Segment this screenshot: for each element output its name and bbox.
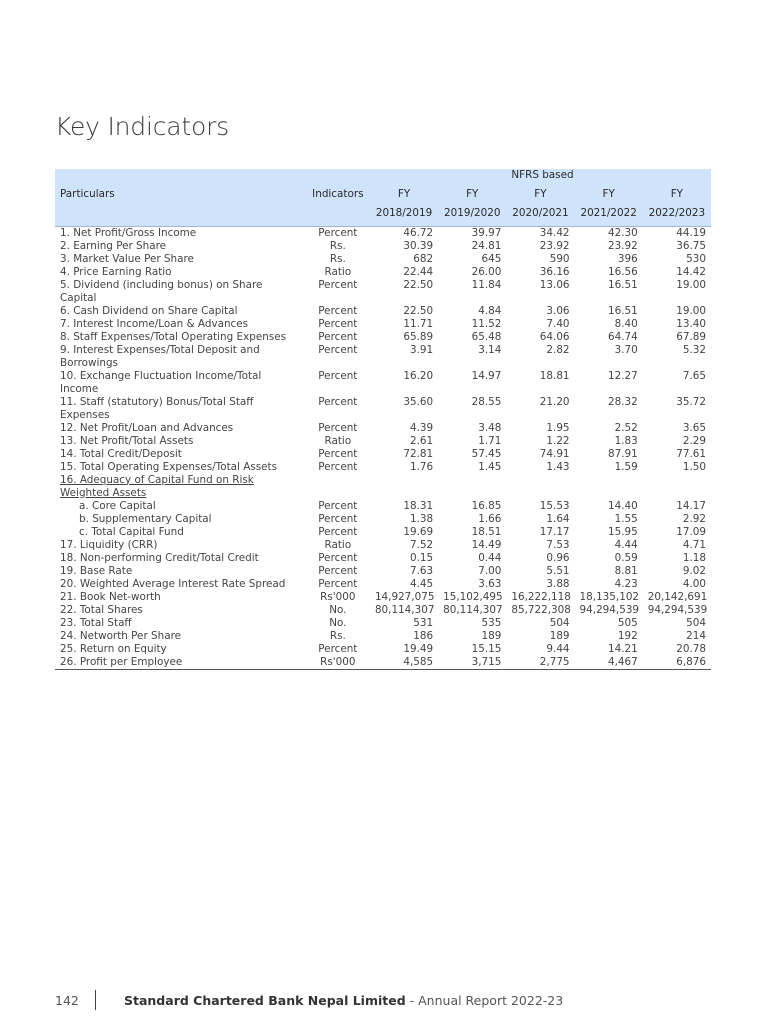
- particulars-cell: [55, 318, 306, 331]
- particulars-cell: [55, 344, 306, 370]
- footer-report-title: [124, 992, 563, 1010]
- indicator-cell: Percent: [318, 577, 358, 590]
- particulars-cell: [55, 565, 306, 578]
- row-label: 15. Total Operating Expenses/Total Assets: [60, 460, 278, 473]
- row-label: 22. Total Shares: [60, 603, 143, 616]
- report-name: - Annual Report 2022-23: [405, 993, 564, 1008]
- value-cell: 19.49: [403, 642, 434, 655]
- row-label: 9. Interest Expenses/Total Deposit and Borrowings: [60, 343, 260, 369]
- fy-label: FY: [438, 188, 506, 207]
- value-cell: 1.22: [546, 434, 570, 447]
- footer-divider: [95, 990, 96, 1010]
- value-cell: 16.51: [608, 304, 638, 317]
- value-cell: 4.23: [614, 577, 638, 590]
- row-label: 24. Networth Per Share: [60, 629, 182, 642]
- value-cell: 23.92: [539, 239, 570, 252]
- particulars-cell: [55, 474, 306, 500]
- value-cell: 11.52: [471, 317, 502, 330]
- particulars-cell: [55, 643, 306, 656]
- value-cell: 4.45: [410, 577, 434, 590]
- row-label: 8. Staff Expenses/Total Operating Expenses: [60, 330, 287, 343]
- header-row-years: [55, 207, 711, 226]
- row-label: 20. Weighted Average Interest Rate Spread: [60, 577, 286, 590]
- table-row: [55, 461, 711, 474]
- indicator-cell: [306, 474, 370, 500]
- value-cell: 12.27: [608, 369, 638, 382]
- row-label: 16. Adequacy of Capital Fund on Risk Weighted Assets: [60, 473, 254, 499]
- value-cell: [506, 474, 574, 500]
- value-cell: 16.20: [403, 369, 434, 382]
- indicator-cell: Percent: [318, 564, 358, 577]
- indicator-cell: Percent: [318, 512, 358, 525]
- value-cell: 1.64: [546, 512, 570, 525]
- row-label: 14. Total Credit/Deposit: [60, 447, 182, 460]
- table-row: [55, 474, 711, 500]
- particulars-cell: [55, 539, 306, 552]
- year-header: 2021/2022: [575, 207, 643, 226]
- indicator-cell: Ratio: [324, 265, 352, 278]
- value-cell: 64.06: [539, 330, 570, 343]
- table-header: [55, 169, 711, 226]
- table-row: [55, 435, 711, 448]
- value-cell: 9.44: [546, 642, 570, 655]
- row-label: 4. Price Earning Ratio: [60, 265, 172, 278]
- value-cell: 17.09: [676, 525, 706, 538]
- value-cell: 4.71: [682, 538, 706, 551]
- year-header: 2022/2023: [643, 207, 711, 226]
- year-header: 2018/2019: [370, 207, 438, 226]
- value-cell: 4.39: [410, 421, 434, 434]
- table-row: [55, 279, 711, 305]
- table-row: [55, 344, 711, 370]
- value-cell: 7.40: [546, 317, 570, 330]
- value-cell: 5.51: [546, 564, 570, 577]
- value-cell: 23.92: [608, 239, 638, 252]
- value-cell: [438, 474, 506, 500]
- value-cell: 21.20: [539, 395, 570, 408]
- value-cell: 39.97: [471, 226, 502, 239]
- row-label: 3. Market Value Per Share: [60, 252, 194, 265]
- value-cell: 14.42: [676, 265, 706, 278]
- particulars-cell: [55, 370, 306, 396]
- table-row: [55, 240, 711, 253]
- value-cell: 1.50: [682, 460, 706, 473]
- value-cell: 18,135,102: [579, 590, 640, 603]
- indicator-cell: Percent: [318, 499, 358, 512]
- value-cell: 504: [549, 616, 570, 629]
- value-cell: 8.81: [614, 564, 638, 577]
- value-cell: 13.40: [676, 317, 706, 330]
- indicator-cell: Rs.: [329, 252, 346, 265]
- fy-label: FY: [506, 188, 574, 207]
- value-cell: 28.32: [608, 395, 638, 408]
- indicator-cell: Percent: [318, 317, 358, 330]
- value-cell: 1.55: [614, 512, 638, 525]
- row-label: 17. Liquidity (CRR): [60, 538, 158, 551]
- value-cell: 16.56: [608, 265, 638, 278]
- value-cell: 530: [686, 252, 706, 265]
- particulars-cell: [55, 253, 306, 266]
- header-row-fy: [55, 188, 711, 207]
- indicator-cell: Ratio: [324, 538, 352, 551]
- indicator-cell: Rs.: [329, 239, 346, 252]
- value-cell: 2.82: [546, 343, 570, 356]
- particulars-cell: [55, 500, 306, 513]
- value-cell: 1.18: [682, 551, 706, 564]
- value-cell: 7.65: [682, 369, 706, 382]
- value-cell: 17.17: [539, 525, 570, 538]
- indicator-cell: No.: [329, 603, 347, 616]
- table-row: [55, 643, 711, 656]
- particulars-cell: [55, 630, 306, 643]
- value-cell: 14.49: [471, 538, 502, 551]
- value-cell: 0.59: [614, 551, 638, 564]
- value-cell: 87.91: [608, 447, 638, 460]
- table-row: [55, 370, 711, 396]
- row-label: 7. Interest Income/Loan & Advances: [60, 317, 249, 330]
- value-cell: 18.51: [471, 525, 502, 538]
- value-cell: 14.97: [471, 369, 502, 382]
- value-cell: 9.02: [682, 564, 706, 577]
- table-row: [55, 422, 711, 435]
- value-cell: 1.83: [614, 434, 638, 447]
- particulars-cell: [55, 435, 306, 448]
- value-cell: 4,467: [575, 656, 643, 670]
- row-label: 23. Total Staff: [60, 616, 132, 629]
- indicator-cell: Percent: [318, 304, 358, 317]
- particulars-cell: [55, 656, 306, 670]
- value-cell: 72.81: [403, 447, 434, 460]
- value-cell: 645: [481, 252, 502, 265]
- particulars-cell: [55, 461, 306, 474]
- value-cell: 2,775: [506, 656, 574, 670]
- value-cell: 531: [413, 616, 434, 629]
- table-row: [55, 226, 711, 240]
- particulars-cell: [55, 240, 306, 253]
- value-cell: 85,722,308: [511, 603, 571, 616]
- value-cell: 590: [549, 252, 570, 265]
- value-cell: [370, 474, 438, 500]
- value-cell: 18.81: [539, 369, 570, 382]
- row-label: 12. Net Profit/Loan and Advances: [60, 421, 234, 434]
- value-cell: 0.15: [410, 551, 434, 564]
- table-row: [55, 591, 711, 604]
- fy-label: FY: [370, 188, 438, 207]
- indicator-cell: Percent: [318, 551, 358, 564]
- indicator-cell: Rs'000: [306, 656, 370, 670]
- row-label: 5. Dividend (including bonus) on Share Capital: [60, 278, 263, 304]
- table-body: [55, 226, 711, 669]
- value-cell: 8.40: [614, 317, 638, 330]
- table-row: [55, 305, 711, 318]
- table-row: [55, 396, 711, 422]
- value-cell: 3.91: [410, 343, 434, 356]
- row-label: 19. Base Rate: [60, 564, 133, 577]
- table-row: [55, 630, 711, 643]
- value-cell: 77.61: [676, 447, 706, 460]
- value-cell: 94,294,539: [647, 603, 708, 616]
- value-cell: 42.30: [608, 226, 638, 239]
- particulars-cell: [55, 305, 306, 318]
- value-cell: 36.16: [539, 265, 570, 278]
- key-indicators-table: [55, 169, 711, 670]
- fy-label: FY: [575, 188, 643, 207]
- value-cell: 30.39: [403, 239, 434, 252]
- value-cell: 7.52: [410, 538, 434, 551]
- value-cell: 11.84: [471, 278, 502, 291]
- value-cell: 3.88: [546, 577, 570, 590]
- table-row: [55, 617, 711, 630]
- value-cell: 505: [617, 616, 638, 629]
- value-cell: [643, 474, 711, 500]
- value-cell: 1.43: [546, 460, 570, 473]
- value-cell: 19.00: [676, 304, 706, 317]
- col-indicators: Indicators: [306, 188, 370, 207]
- particulars-cell: [55, 226, 306, 240]
- value-cell: 16.51: [608, 278, 638, 291]
- value-cell: 4.84: [478, 304, 502, 317]
- page-title: Key Indicators: [55, 112, 229, 141]
- value-cell: 3.06: [546, 304, 570, 317]
- table-row: [55, 331, 711, 344]
- value-cell: 14.40: [608, 499, 638, 512]
- value-cell: 64.74: [608, 330, 638, 343]
- value-cell: [575, 474, 643, 500]
- value-cell: 1.71: [478, 434, 502, 447]
- value-cell: 3.65: [682, 421, 706, 434]
- value-cell: 3.63: [478, 577, 502, 590]
- value-cell: 65.48: [471, 330, 502, 343]
- value-cell: 189: [481, 629, 502, 642]
- value-cell: 214: [686, 629, 706, 642]
- value-cell: 3.14: [478, 343, 502, 356]
- row-label: 18. Non-performing Credit/Total Credit: [60, 551, 259, 564]
- row-label: 1. Net Profit/Gross Income: [60, 226, 197, 239]
- row-label: 21. Book Net-worth: [60, 590, 161, 603]
- value-cell: 1.95: [546, 421, 570, 434]
- table-row: [55, 539, 711, 552]
- value-cell: 15.53: [539, 499, 570, 512]
- value-cell: 35.60: [403, 395, 434, 408]
- value-cell: 0.44: [478, 551, 502, 564]
- row-label: a. Core Capital: [79, 499, 156, 512]
- value-cell: 682: [413, 252, 434, 265]
- value-cell: 1.45: [478, 460, 502, 473]
- particulars-cell: [55, 448, 306, 461]
- value-cell: 18.31: [403, 499, 434, 512]
- value-cell: 22.50: [403, 304, 434, 317]
- value-cell: 3,715: [438, 656, 506, 670]
- indicator-cell: Ratio: [324, 434, 352, 447]
- row-label: b. Supplementary Capital: [79, 512, 212, 525]
- table-row: [55, 604, 711, 617]
- page-number: 142: [55, 993, 79, 1008]
- value-cell: 20.78: [676, 642, 706, 655]
- value-cell: 67.89: [676, 330, 706, 343]
- value-cell: 504: [686, 616, 706, 629]
- particulars-cell: [55, 552, 306, 565]
- table-row: [55, 318, 711, 331]
- value-cell: 15.95: [608, 525, 638, 538]
- value-cell: 5.32: [682, 343, 706, 356]
- value-cell: 1.38: [410, 512, 434, 525]
- value-cell: 2.61: [410, 434, 434, 447]
- value-cell: 22.50: [403, 278, 434, 291]
- value-cell: 2.29: [682, 434, 706, 447]
- indicator-cell: No.: [329, 616, 347, 629]
- row-label: 6. Cash Dividend on Share Capital: [60, 304, 238, 317]
- value-cell: 16.85: [471, 499, 502, 512]
- value-cell: 1.66: [478, 512, 502, 525]
- row-label: 11. Staff (statutory) Bonus/Total Staff Expenses: [60, 395, 254, 421]
- value-cell: 1.59: [614, 460, 638, 473]
- value-cell: 7.00: [478, 564, 502, 577]
- value-cell: 57.45: [471, 447, 502, 460]
- value-cell: 6,876: [643, 656, 711, 670]
- particulars-cell: [55, 331, 306, 344]
- col-particulars: Particulars: [55, 188, 306, 207]
- particulars-cell: [55, 617, 306, 630]
- value-cell: 2.92: [682, 512, 706, 525]
- particulars-cell: [55, 279, 306, 305]
- nfrs-label: NFRS based: [506, 169, 574, 188]
- row-label: c. Total Capital Fund: [79, 525, 184, 538]
- value-cell: 1.76: [410, 460, 434, 473]
- value-cell: 14.17: [676, 499, 706, 512]
- value-cell: 44.19: [676, 226, 706, 239]
- particulars-cell: [55, 578, 306, 591]
- table-row: [55, 253, 711, 266]
- value-cell: 0.96: [546, 551, 570, 564]
- value-cell: 16,222,118: [511, 590, 571, 603]
- value-cell: 4.44: [614, 538, 638, 551]
- value-cell: 189: [549, 629, 570, 642]
- value-cell: 22.44: [403, 265, 434, 278]
- table-row: [55, 565, 711, 578]
- company-name: Standard Chartered Bank Nepal Limited: [124, 993, 406, 1008]
- value-cell: 65.89: [403, 330, 434, 343]
- table-row: [55, 448, 711, 461]
- value-cell: 7.63: [410, 564, 434, 577]
- table-row: [55, 526, 711, 539]
- indicator-cell: Percent: [318, 278, 358, 291]
- value-cell: 94,294,539: [579, 603, 640, 616]
- value-cell: 535: [481, 616, 502, 629]
- value-cell: 26.00: [471, 265, 502, 278]
- value-cell: 15,102,495: [443, 590, 503, 603]
- value-cell: 74.91: [539, 447, 570, 460]
- value-cell: 80,114,307: [374, 603, 435, 616]
- indicator-cell: Rs.: [329, 629, 346, 642]
- value-cell: 20,142,691: [647, 590, 708, 603]
- row-label: 13. Net Profit/Total Assets: [60, 434, 194, 447]
- value-cell: 3.48: [478, 421, 502, 434]
- value-cell: 19.69: [403, 525, 434, 538]
- value-cell: 36.75: [676, 239, 706, 252]
- row-label: 10. Exchange Fluctuation Income/Total Income: [60, 369, 262, 395]
- fy-label: FY: [643, 188, 711, 207]
- value-cell: 7.53: [546, 538, 570, 551]
- value-cell: 186: [413, 629, 434, 642]
- value-cell: 15.15: [471, 642, 502, 655]
- value-cell: 34.42: [539, 226, 570, 239]
- table-row: [55, 552, 711, 565]
- value-cell: 19.00: [676, 278, 706, 291]
- indicator-cell: Percent: [318, 395, 358, 408]
- particulars-cell: [55, 604, 306, 617]
- table-row: [55, 656, 711, 670]
- table-row: [55, 578, 711, 591]
- indicator-cell: Percent: [318, 343, 358, 356]
- value-cell: 11.71: [403, 317, 434, 330]
- particulars-cell: [55, 513, 306, 526]
- indicator-cell: Rs'000: [320, 590, 356, 603]
- value-cell: 28.55: [471, 395, 502, 408]
- value-cell: 14,927,075: [374, 590, 435, 603]
- indicator-cell: Percent: [318, 330, 358, 343]
- header-row-nfrs: [55, 169, 711, 188]
- row-label: 26. Profit per Employee: [60, 655, 183, 668]
- particulars-cell: [55, 266, 306, 279]
- indicator-cell: Percent: [318, 460, 358, 473]
- table-row: [55, 266, 711, 279]
- row-label: 2. Earning Per Share: [60, 239, 167, 252]
- value-cell: 80,114,307: [443, 603, 503, 616]
- value-cell: 4.00: [682, 577, 706, 590]
- indicator-cell: Percent: [318, 421, 358, 434]
- value-cell: 13.06: [539, 278, 570, 291]
- value-cell: 192: [617, 629, 638, 642]
- value-cell: 4,585: [370, 656, 438, 670]
- value-cell: 2.52: [614, 421, 638, 434]
- value-cell: 14.21: [608, 642, 638, 655]
- value-cell: 3.70: [614, 343, 638, 356]
- value-cell: 396: [617, 252, 638, 265]
- indicator-cell: Percent: [318, 642, 358, 655]
- particulars-cell: [55, 526, 306, 539]
- indicator-cell: Percent: [318, 226, 358, 239]
- particulars-cell: [55, 396, 306, 422]
- table-row: [55, 513, 711, 526]
- table-row: [55, 500, 711, 513]
- indicator-cell: Percent: [318, 447, 358, 460]
- value-cell: 35.72: [676, 395, 706, 408]
- particulars-cell: [55, 591, 306, 604]
- year-header: 2020/2021: [506, 207, 574, 226]
- row-label: 25. Return on Equity: [60, 642, 167, 655]
- year-header: 2019/2020: [438, 207, 506, 226]
- value-cell: 46.72: [403, 226, 434, 239]
- indicator-cell: Percent: [318, 525, 358, 538]
- particulars-cell: [55, 422, 306, 435]
- indicator-cell: Percent: [318, 369, 358, 382]
- value-cell: 24.81: [471, 239, 502, 252]
